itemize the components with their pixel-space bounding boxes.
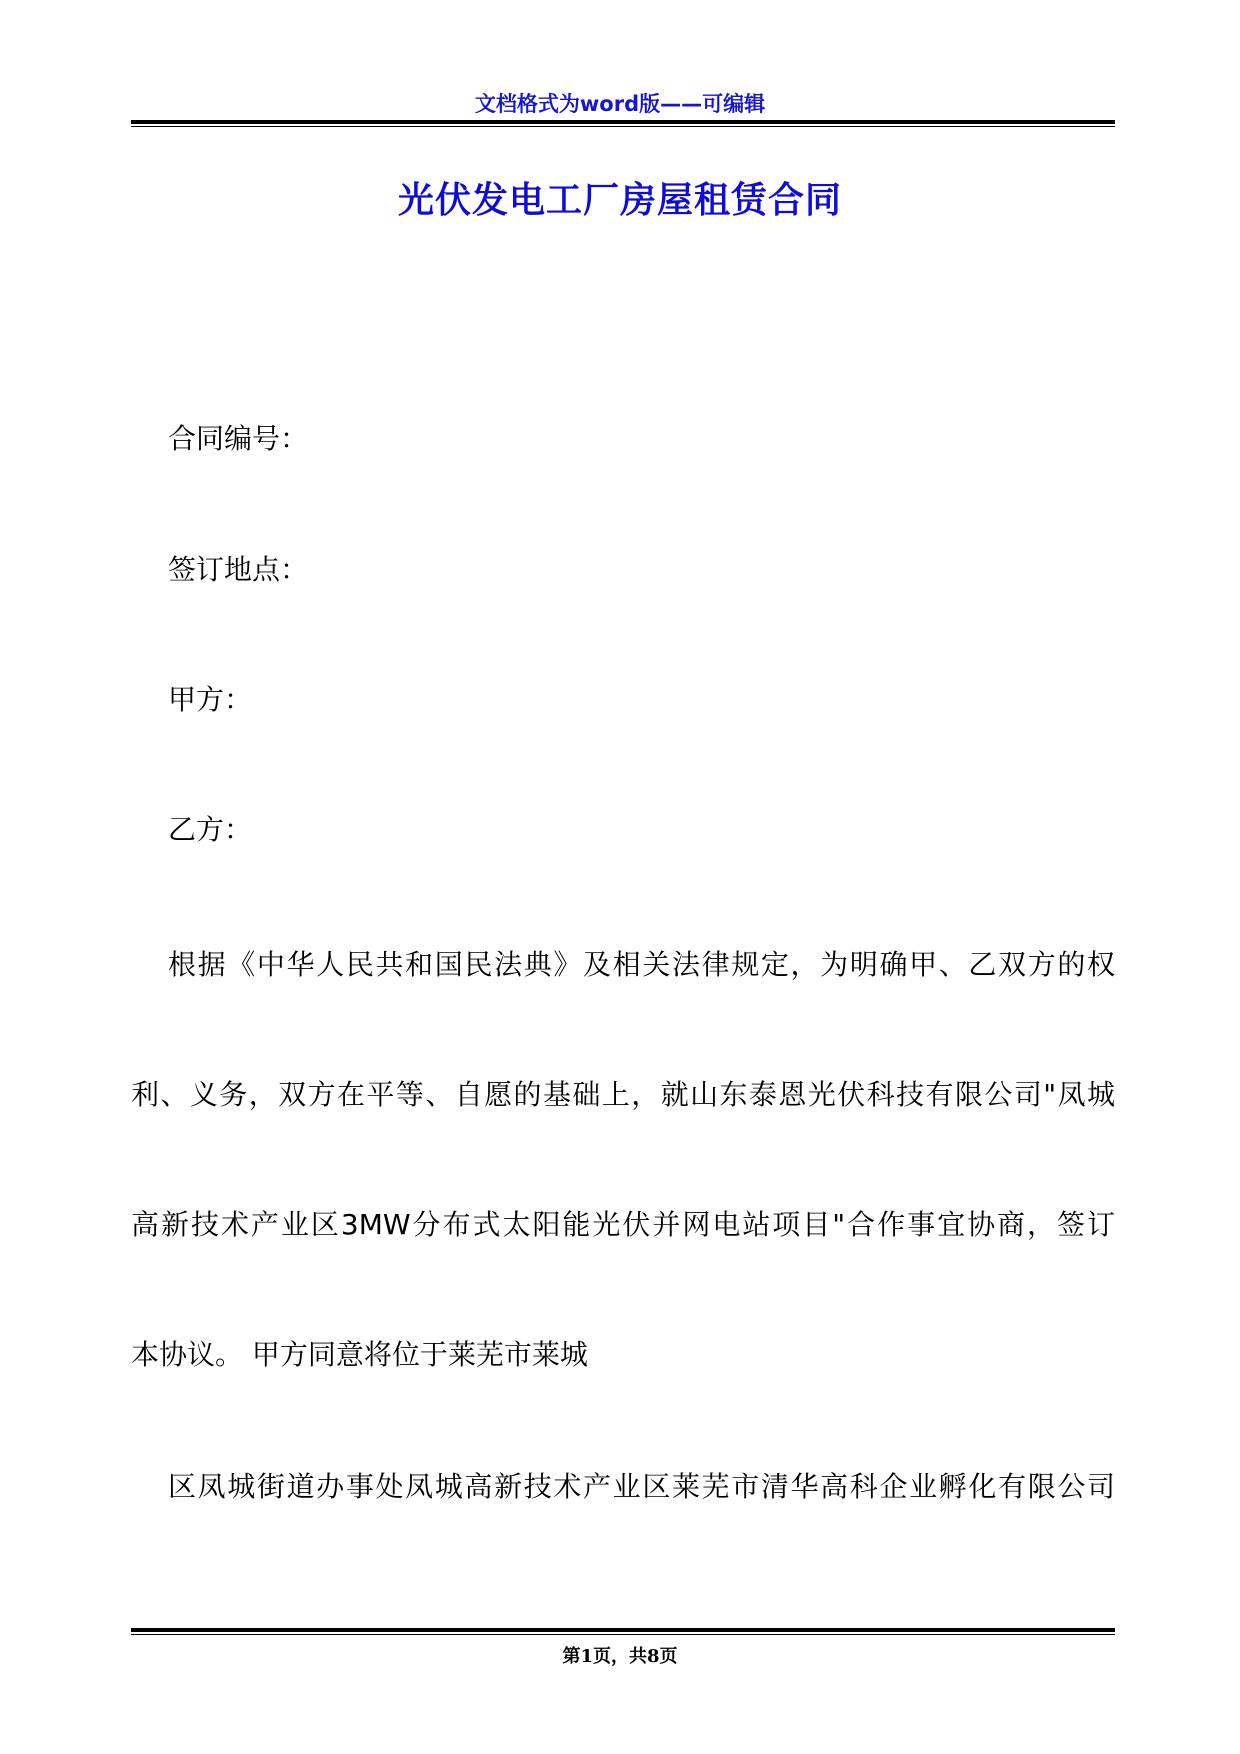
body-line-2: 利、义务，双方在平等、自愿的基础上，就山东泰恩光伏科技有限公司"凤城	[131, 1078, 1115, 1111]
footer-rule-thin	[131, 1634, 1115, 1635]
body-line-1: 根据《中华人民共和国民法典》及相关法律规定，为明确甲、乙双方的权	[168, 948, 1115, 981]
header-text: 文档格式为word版——可编辑	[474, 92, 766, 116]
page-number: 第1页，共8页	[562, 1646, 678, 1667]
field-contract-no: 合同编号：	[168, 422, 309, 455]
field-party-a: 甲方：	[168, 683, 253, 716]
body-line-5: 区凤城街道办事处凤城高新技术产业区莱芜市清华高科企业孵化有限公司	[168, 1470, 1115, 1503]
field-sign-place: 签订地点：	[168, 553, 309, 586]
header-rule-thick	[131, 120, 1115, 124]
header-rule-thin	[131, 126, 1115, 127]
field-party-b: 乙方：	[168, 813, 253, 846]
body-line-4: 本协议。 甲方同意将位于莱芜市莱城	[131, 1338, 588, 1371]
document-title: 光伏发电工厂房屋租赁合同	[397, 180, 842, 221]
body-line-3: 高新技术产业区3MW分布式太阳能光伏并网电站项目"合作事宜协商，签订	[131, 1208, 1115, 1241]
footer-rule-thick	[131, 1628, 1115, 1632]
